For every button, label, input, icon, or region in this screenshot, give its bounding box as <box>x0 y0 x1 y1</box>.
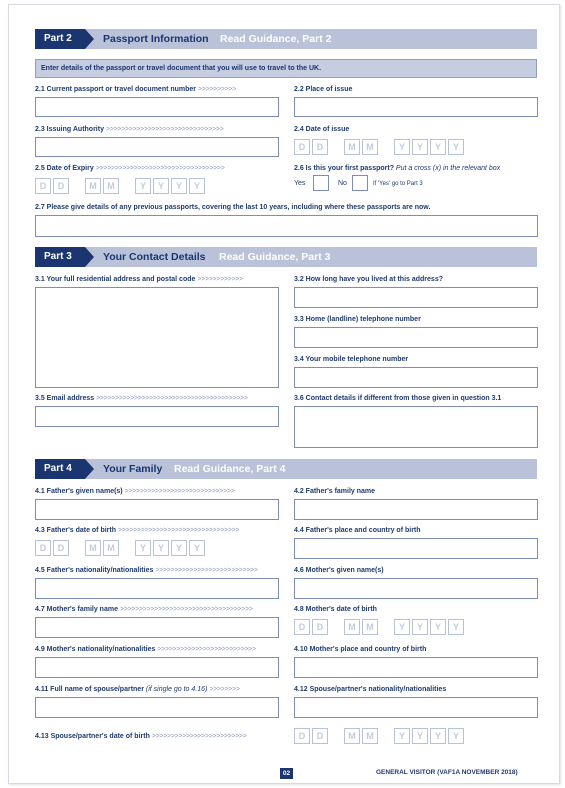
date-char-box[interactable]: M <box>85 178 101 194</box>
father-given-names-input[interactable] <box>35 499 279 520</box>
part4-guidance: Read Guidance, Part 4 <box>174 463 286 475</box>
date-char-box[interactable]: D <box>312 728 328 744</box>
date-char-box[interactable]: Y <box>153 178 169 194</box>
label-4-5: 4.5 Father's nationality/nationalities >>>>>>>>>>>>>>>>>>>>>>>>>>> <box>35 567 258 574</box>
part3-title: Your Contact Details <box>103 251 206 263</box>
date-char-box[interactable]: M <box>344 728 360 744</box>
spouse-full-name-input[interactable] <box>35 697 279 718</box>
date-char-box[interactable]: Y <box>135 540 151 556</box>
part3-number: Part 3 <box>35 247 85 267</box>
label-4-9: 4.9 Mother's nationality/nationalities >>>>>>>>>>>>>>>>>>>>>>>>>> <box>35 646 256 653</box>
label-3-6: 3.6 Contact details if different from those given in question 3.1 <box>294 395 502 402</box>
if-yes-note: If 'Yes' go to Part 3 <box>373 181 423 187</box>
date-char-box[interactable]: Y <box>171 178 187 194</box>
label-2-2: 2.2 Place of issue <box>294 86 353 93</box>
date-char-box[interactable]: D <box>35 178 51 194</box>
label-3-5: 3.5 Email address >>>>>>>>>>>>>>>>>>>>>>>>>>>>>>>>>>>>>>>> <box>35 395 248 402</box>
other-contact-details-input[interactable] <box>294 406 538 448</box>
date-char-box[interactable]: Y <box>189 178 205 194</box>
date-char-box[interactable]: D <box>53 540 69 556</box>
date-char-box[interactable]: Y <box>412 728 428 744</box>
date-char-box[interactable]: M <box>103 540 119 556</box>
date-char-box[interactable]: M <box>362 619 378 635</box>
yes-label: Yes <box>294 180 306 187</box>
father-place-of-birth-input[interactable] <box>294 538 538 559</box>
label-4-10: 4.10 Mother's place and country of birth <box>294 646 427 653</box>
part2-intro: Enter details of the passport or travel document that you will use to travel to the UK. <box>35 59 537 78</box>
label-4-13: 4.13 Spouse/partner's date of birth >>>>>>>>>>>>>>>>>>>>>>>>> <box>35 733 247 740</box>
date-char-box[interactable]: Y <box>448 139 464 155</box>
date-char-box[interactable]: Y <box>448 619 464 635</box>
label-2-5: 2.5 Date of Expiry >>>>>>>>>>>>>>>>>>>>>>>>>>>>>>>>>> <box>35 165 225 172</box>
date-char-box[interactable]: Y <box>135 178 151 194</box>
label-3-1: 3.1 Your full residential address and postal code >>>>>>>>>>>> <box>35 276 243 283</box>
date-char-box[interactable]: Y <box>153 540 169 556</box>
father-family-name-input[interactable] <box>294 499 538 520</box>
label-4-6: 4.6 Mother's given name(s) <box>294 567 384 574</box>
mother-nationality-input[interactable] <box>35 657 279 678</box>
date-char-box[interactable]: M <box>85 540 101 556</box>
date-char-box[interactable]: D <box>312 139 328 155</box>
label-2-3: 2.3 Issuing Authority >>>>>>>>>>>>>>>>>>>>>>>>>>>>>>> <box>35 126 224 133</box>
place-of-issue-input[interactable] <box>294 97 538 117</box>
passport-number-input[interactable] <box>35 97 279 117</box>
form-page <box>8 4 560 784</box>
date-char-box[interactable]: D <box>294 728 310 744</box>
date-char-box[interactable]: Y <box>430 619 446 635</box>
date-char-box[interactable]: Y <box>394 139 410 155</box>
date-char-box[interactable]: Y <box>448 728 464 744</box>
page-number: 02 <box>280 768 293 779</box>
label-3-4: 3.4 Your mobile telephone number <box>294 356 409 363</box>
part2-number: Part 2 <box>35 29 85 49</box>
date-char-box[interactable]: M <box>362 139 378 155</box>
label-4-7: 4.7 Mother's family name >>>>>>>>>>>>>>>>>>>>>>>>>>>>>>>>>>> <box>35 606 253 613</box>
part3-guidance: Read Guidance, Part 3 <box>219 251 331 263</box>
date-char-box[interactable]: Y <box>394 619 410 635</box>
label-4-2: 4.2 Father's family name <box>294 488 376 495</box>
date-char-box[interactable]: M <box>362 728 378 744</box>
issuing-authority-input[interactable] <box>35 137 279 157</box>
label-2-1: 2.1 Current passport or travel document number >>>>>>>>>> <box>35 86 236 93</box>
date-char-box[interactable]: M <box>344 139 360 155</box>
mother-family-name-input[interactable] <box>35 617 279 638</box>
first-passport-yes-checkbox[interactable] <box>313 175 329 191</box>
label-4-8: 4.8 Mother's date of birth <box>294 606 377 613</box>
part4-number: Part 4 <box>35 459 85 479</box>
date-char-box[interactable]: Y <box>430 728 446 744</box>
date-char-box[interactable]: D <box>312 619 328 635</box>
mother-place-of-birth-input[interactable] <box>294 657 538 678</box>
part4-arrow-icon <box>85 459 94 479</box>
label-4-11: 4.11 Full name of spouse/partner (if single go to 4.16) >>>>>>>> <box>35 686 240 693</box>
date-char-box[interactable]: Y <box>189 540 205 556</box>
no-label: No <box>338 180 347 187</box>
part4-title: Your Family <box>103 463 163 475</box>
label-4-3: 4.3 Father's date of birth >>>>>>>>>>>>>>>>>>>>>>>>>>>>>>>> <box>35 527 240 534</box>
part2-title: Passport Information <box>103 33 209 45</box>
label-2-7: 2.7 Please give details of any previous passports, covering the last 10 years, including where these passports are now. <box>35 204 431 211</box>
date-char-box[interactable]: Y <box>171 540 187 556</box>
label-3-2: 3.2 How long have you lived at this address? <box>294 276 443 283</box>
date-char-box[interactable]: D <box>294 619 310 635</box>
date-char-box[interactable]: Y <box>412 139 428 155</box>
form-reference: GENERAL VISITOR (VAF1A NOVEMBER 2018) <box>376 769 518 776</box>
part2-header <box>35 29 537 49</box>
part4-header <box>35 459 537 479</box>
date-char-box[interactable]: Y <box>430 139 446 155</box>
mobile-phone-input[interactable] <box>294 367 538 388</box>
email-input[interactable] <box>35 406 279 427</box>
previous-passports-input[interactable] <box>35 215 538 237</box>
first-passport-no-checkbox[interactable] <box>352 175 368 191</box>
date-char-box[interactable]: D <box>35 540 51 556</box>
part2-guidance: Read Guidance, Part 2 <box>220 33 332 45</box>
label-4-4: 4.4 Father's place and country of birth <box>294 527 421 534</box>
part3-arrow-icon <box>85 247 94 267</box>
time-at-address-input[interactable] <box>294 287 538 308</box>
label-2-6: 2.6 Is this your first passport? Put a cross (x) in the relevant box <box>294 165 501 172</box>
date-char-box[interactable]: M <box>344 619 360 635</box>
spouse-nationality-input[interactable] <box>294 697 538 718</box>
label-4-1: 4.1 Father's given name(s) >>>>>>>>>>>>>>>>>>>>>>>>>>>>> <box>35 488 235 495</box>
part3-header <box>35 247 537 267</box>
date-char-box[interactable]: M <box>103 178 119 194</box>
label-4-12: 4.12 Spouse/partner's nationality/nationalities <box>294 686 447 693</box>
date-char-box[interactable]: D <box>294 139 310 155</box>
father-nationality-input[interactable] <box>35 578 279 599</box>
date-char-box[interactable]: Y <box>394 728 410 744</box>
home-phone-input[interactable] <box>294 327 538 348</box>
date-char-box[interactable]: Y <box>412 619 428 635</box>
label-2-4: 2.4 Date of issue <box>294 126 350 133</box>
mother-given-names-input[interactable] <box>294 578 538 599</box>
label-3-3: 3.3 Home (landline) telephone number <box>294 316 421 323</box>
residential-address-input[interactable] <box>35 287 279 388</box>
part2-arrow-icon <box>85 29 94 49</box>
date-char-box[interactable]: D <box>53 178 69 194</box>
